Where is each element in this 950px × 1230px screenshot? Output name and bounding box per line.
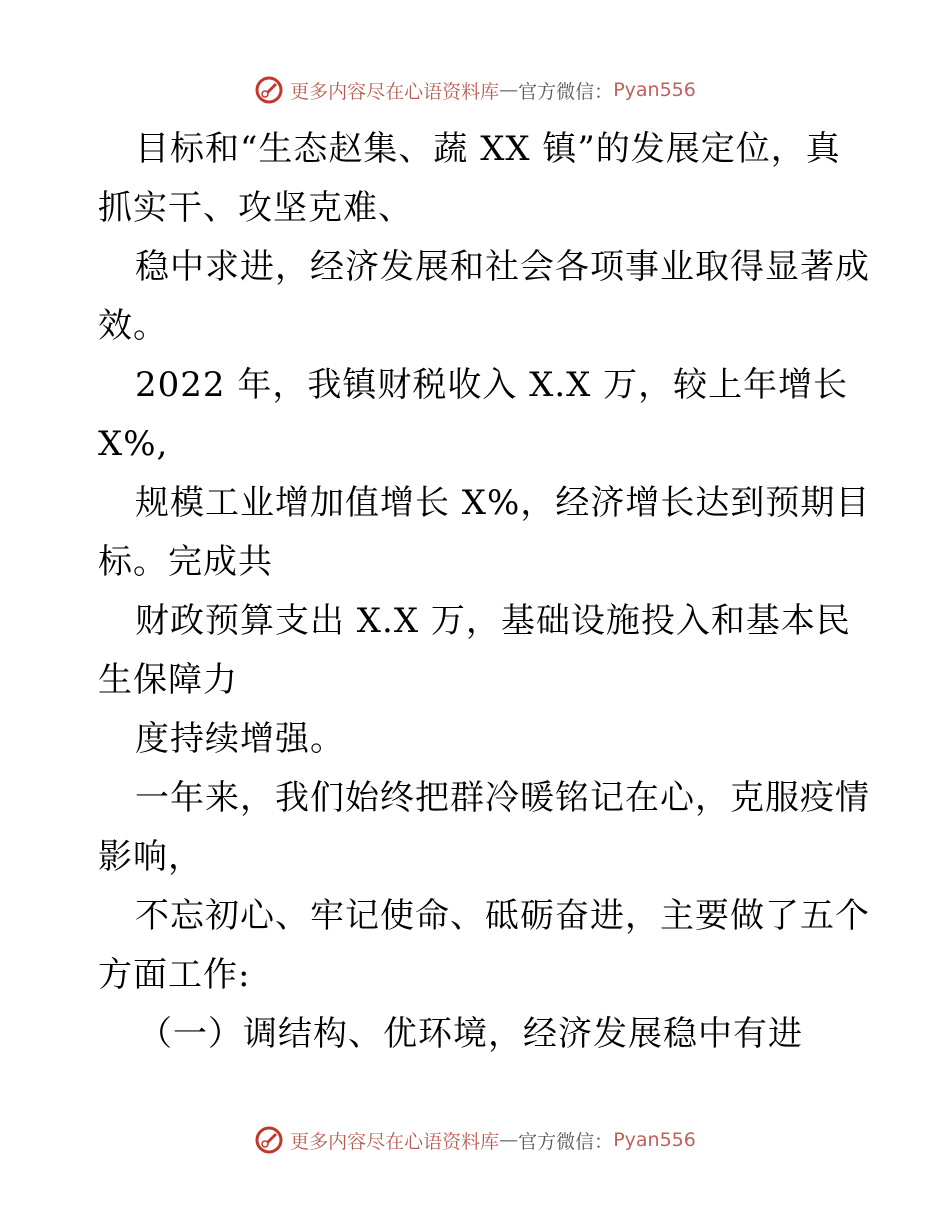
banner-text: 更多内容尽在心语资料库: [290, 80, 500, 103]
text-line: 稳中求进，经济发展和社会各项事业取得显著成: [135, 247, 870, 287]
banner-text: 更多内容尽在心语资料库: [290, 1130, 500, 1153]
banner-wechat-label: 官方微信：: [518, 1130, 614, 1153]
header-watermark: [0, 70, 950, 110]
text-line: 目标和“生态赵集、蔬 XX 镇”的发展定位，真: [135, 129, 841, 169]
section-heading: （一）调结构、优环境，经济发展稳中有进: [138, 1014, 803, 1054]
banner-wechat-label: 官方微信：: [518, 80, 614, 103]
text-line: 财政预算支出 X.X 万，基础设施投入和基本民: [135, 601, 851, 641]
text-line: 效。: [98, 306, 168, 346]
document-body: [98, 120, 871, 1064]
text-line: 一年来，我们始终把群冷暖铭记在心，克服疫情: [135, 778, 870, 818]
text-line: 方面工作:: [98, 955, 251, 995]
banner-wechat-id: Pyan556: [613, 1129, 696, 1151]
banner-wechat-id: Pyan556: [613, 79, 696, 101]
text-line: 生保障力: [98, 660, 238, 700]
logo-icon: [254, 75, 284, 105]
text-line: 影响，: [98, 837, 203, 877]
text-line: X%,: [98, 424, 169, 464]
banner-separator: —: [499, 1129, 519, 1151]
text-line: 不忘初心、牢记使命、砥砺奋进，主要做了五个: [135, 896, 870, 936]
footer-watermark: [0, 1120, 950, 1160]
text-line: 抓实干、攻坚克难、: [98, 188, 413, 228]
text-line: 度持续增强。: [135, 719, 345, 759]
banner-separator: —: [499, 79, 519, 101]
text-line: 规模工业增加值增长 X%，经济增长达到预期目: [135, 483, 871, 523]
text-line: 2022 年，我镇财税收入 X.X 万，较上年增长: [135, 365, 849, 405]
logo-icon: [254, 1125, 284, 1155]
text-line: 标。完成共: [98, 542, 273, 582]
